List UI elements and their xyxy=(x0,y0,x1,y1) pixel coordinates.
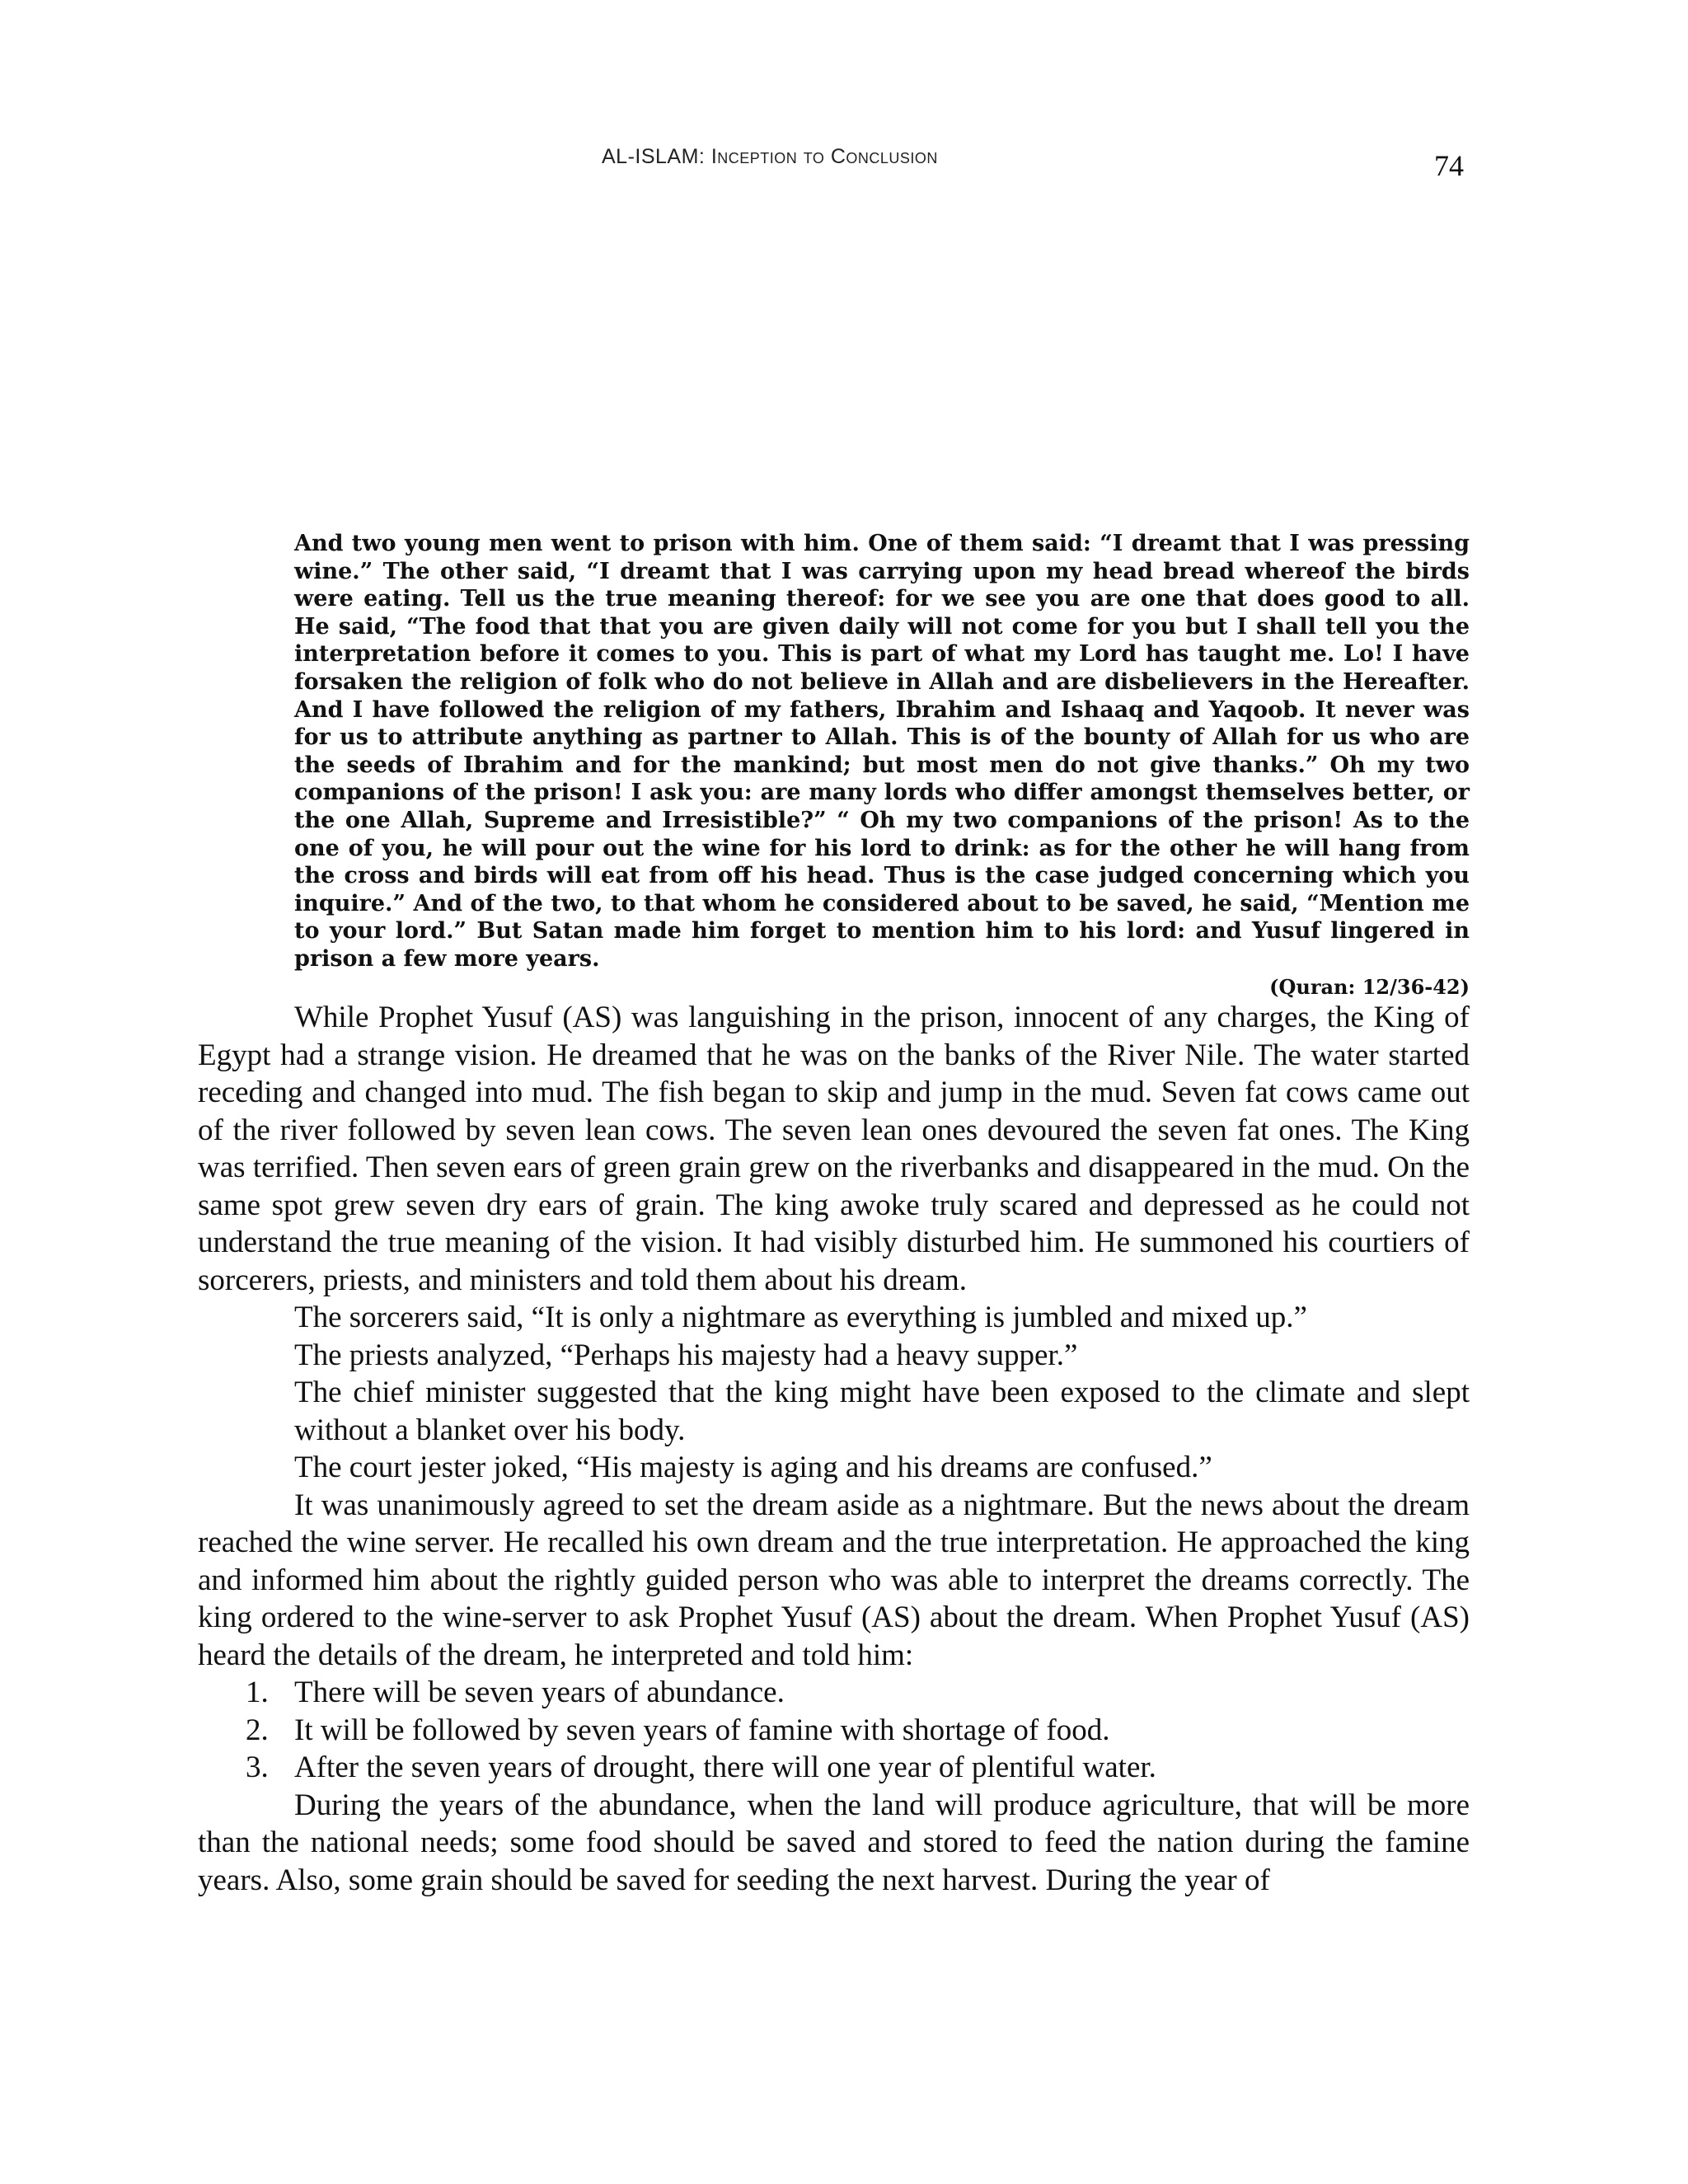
list-text: After the seven years of drought, there will one year of plentiful water. xyxy=(294,1750,1156,1784)
interpretation-list xyxy=(198,1674,1470,1787)
paragraph-king-vision: While Prophet Yusuf (AS) was languishing in the prison, innocent of any charges, the King of Egypt had a strange vision. He dreamed that he was on the banks of the River Nile. The water started receding and changed into mud. The fish began to skip and jump in the mud. Seven fat cows came out of the river followed by seven lean cows. The seven lean ones devoured the seven fat ones. The King was terrified. Then seven ears of green grain grew on the riverbanks and disappeared in the mud. On the same spot grew seven dry ears of grain. The king awoke truly scared and depressed as he could not understand the true meaning of the vision. It had visibly disturbed him. He summoned his courtiers of sorcerers, priests, and ministers and told them about his dream. xyxy=(198,1001,1470,1297)
quotation-text: And two young men went to prison with him. One of them said: “I dreamt that I was pressing wine.” The other said, “I dreamt that I was carrying upon my head bread whereof the birds were eating. Tell us the true meaning thereof: for we see you are one that does good to all. He said, “The food that that you are given daily will not come for you but I shall tell you the interpretation before it comes to you. This is part of what my Lord has taught me. Lo! I have forsaken the religion of folk who do not believe in Allah and are disbelievers in the Hereafter. And I have followed the religion of my fathers, Ibrahim and Ishaaq and Yaqoob. It never was for us to attribute anything as partner to Allah. This is of the bounty of Allah for us who are the seeds of Ibrahim and for the mankind; but most men do not give thanks.” Oh my two companions of the prison! I ask you: are many lords who differ amongst themselves better, or the one Allah, Supreme and Irresistible?” “ Oh my two companions of the prison! As to the one of you, he will pour out the wine for his lord to drink: as for the other he will hang from the cross and birds will eat from off his head. Thus is the case judged concerning which you inquire.” And of the two, to that whom he considered about to be saved, he said, “Mention me to your lord.” But Satan made him forget to mention him to his lord: and Yusuf lingered in prison a few more years. xyxy=(294,531,1470,972)
jester-response: The court jester joked, “His majesty is aging and his dreams are confused.” xyxy=(294,1451,1212,1484)
paragraph-abundance: During the years of the abundance, when the land will produce agriculture, that will be more than the national needs; some food should be saved and stored to feed the nation during the famine years. Also, some grain should be saved for seeding the next harvest. During the year of xyxy=(198,1788,1470,1897)
list-number: 1. xyxy=(246,1675,269,1709)
list-item xyxy=(246,1674,1470,1712)
paragraph-wine-server: It was unanimously agreed to set the dream aside as a nightmare. But the news about the dream reached the wine server. He recalled his own dream and the true interpretation. He approached the king and informed him about the rightly guided person who was able to interpret the dreams correctly. The king ordered to the wine-server to ask Prophet Yusuf (AS) about the dream. When Prophet Yusuf (AS) heard the details of the dream, he interpreted and told him: xyxy=(198,1488,1470,1672)
list-number: 3. xyxy=(246,1750,269,1784)
minister-response: The chief minister suggested that the king might have been exposed to the climate and slept without a blanket over his body. xyxy=(294,1376,1470,1447)
sorcerers-response: The sorcerers said, “It is only a nightmare as everything is jumbled and mixed up.” xyxy=(294,1301,1307,1334)
quotation-reference: (Quran: 12/36-42) xyxy=(1269,974,1470,999)
page-number: 74 xyxy=(1434,149,1464,182)
list-text: There will be seven years of abundance. xyxy=(294,1675,785,1709)
body-text xyxy=(198,999,1470,1899)
list-text: It will be followed by seven years of famine with shortage of food. xyxy=(294,1713,1110,1747)
list-item xyxy=(246,1749,1470,1787)
priests-response: The priests analyzed, “Perhaps his majesty had a heavy supper.” xyxy=(294,1338,1078,1372)
quran-quotation xyxy=(294,530,1470,1001)
court-responses xyxy=(198,1299,1470,1487)
list-item xyxy=(246,1712,1470,1750)
list-number: 2. xyxy=(246,1713,269,1747)
running-header: AL-ISLAM: Inception to Conclusion xyxy=(602,145,938,168)
